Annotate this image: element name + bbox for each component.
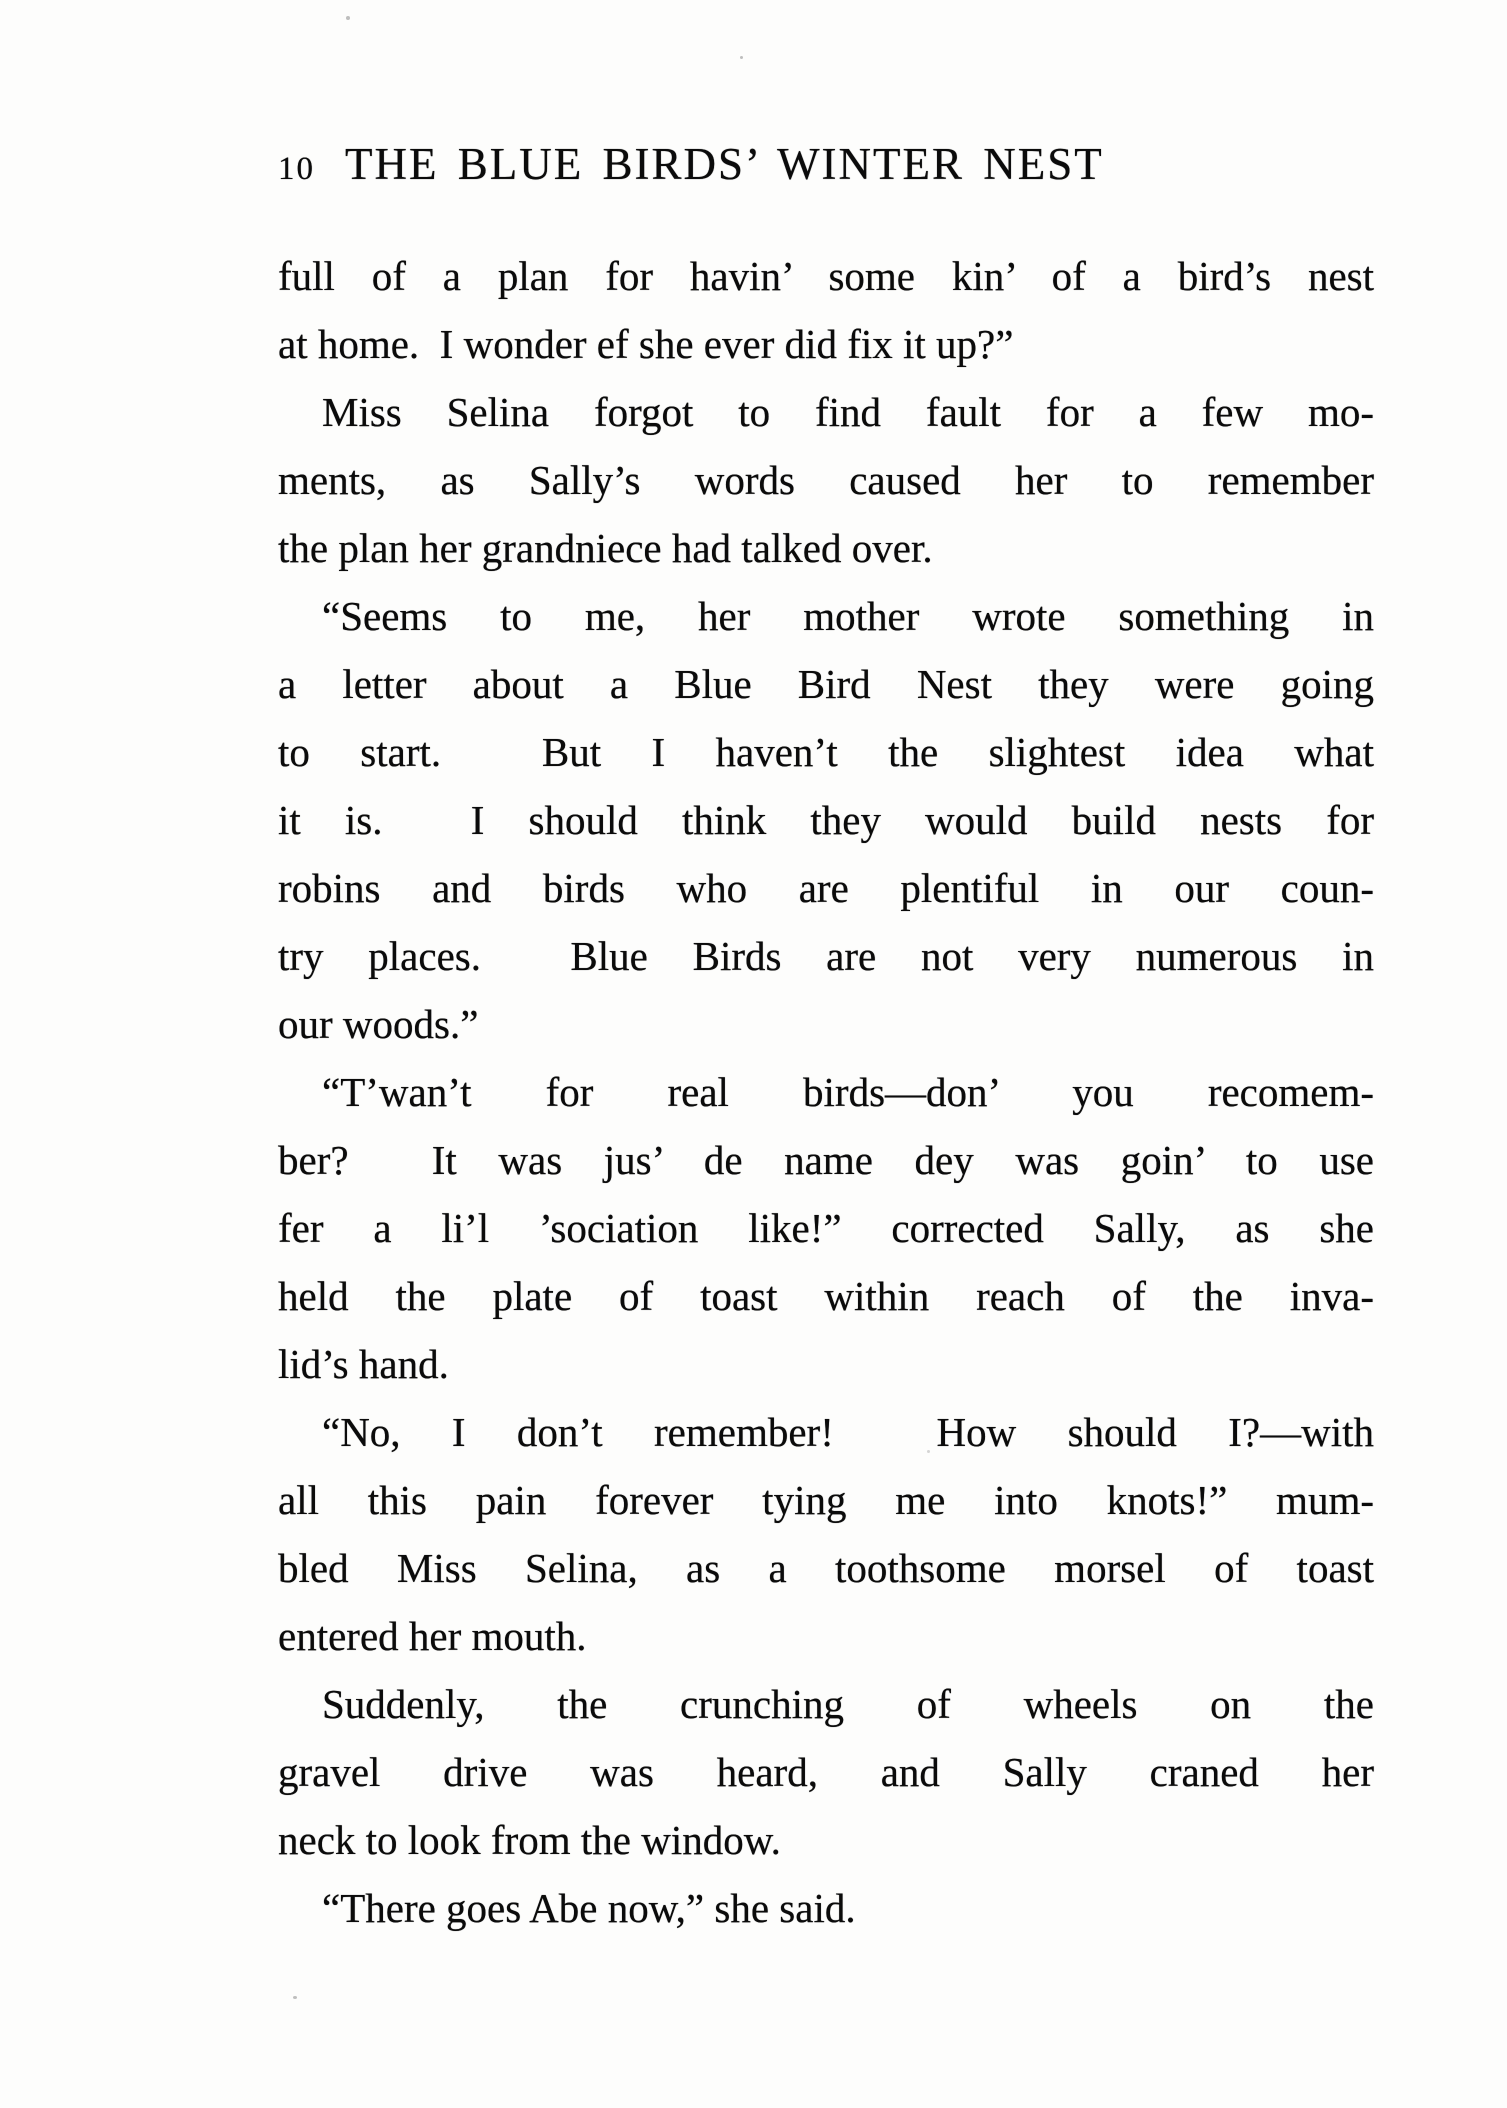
text-line: to start. But I haven’t the slightest idea what — [278, 729, 1374, 775]
page-header — [278, 138, 1374, 190]
scan-speckle — [927, 1450, 930, 1453]
text-line: lid’s hand. — [278, 1341, 449, 1387]
text-line: gravel drive was heard, and Sally craned her — [278, 1749, 1374, 1795]
text-line: our woods.” — [278, 1001, 479, 1047]
text-line: “No, I don’t remember! How should I?—with — [322, 1409, 1374, 1455]
page-number: 10 — [278, 151, 315, 187]
text-line: ments, as Sally’s words caused her to remember — [278, 457, 1374, 503]
text-line: neck to look from the window. — [278, 1817, 781, 1863]
text-line: entered her mouth. — [278, 1613, 587, 1659]
text-line: a letter about a Blue Bird Nest they were going — [278, 661, 1374, 707]
text-line: held the plate of toast within reach of the inva- — [278, 1273, 1374, 1319]
text-line: Miss Selina forgot to find fault for a few mo- — [322, 389, 1374, 435]
text-line: the plan her grandniece had talked over. — [278, 525, 933, 571]
text-line: try places. Blue Birds are not very numerous in — [278, 933, 1374, 979]
text-line: robins and birds who are plentiful in our coun- — [278, 865, 1374, 911]
body-text — [278, 242, 1374, 1942]
text-line: ber? It was jus’ de name dey was goin’ to use — [278, 1137, 1374, 1183]
text-line: “T’wan’t for real birds—don’ you recomem- — [322, 1069, 1374, 1115]
running-title: THE BLUE BIRDS’ WINTER NEST — [345, 139, 1104, 189]
text-line: full of a plan for havin’ some kin’ of a bird’s nest — [278, 253, 1374, 299]
text-line: “There goes Abe now,” she said. — [322, 1885, 856, 1931]
scan-speckle — [740, 56, 743, 59]
text-line: at home. I wonder ef she ever did fix it up?” — [278, 321, 1014, 367]
text-line: “Seems to me, her mother wrote something in — [322, 593, 1374, 639]
scan-speckle — [346, 16, 350, 20]
text-line: Suddenly, the crunching of wheels on the — [322, 1681, 1374, 1727]
text-line: fer a li’l ’sociation like!” corrected Sally, as she — [278, 1205, 1374, 1251]
text-line: all this pain forever tying me into knots!” mum- — [278, 1477, 1374, 1523]
scan-speckle — [293, 1996, 297, 1999]
text-line: bled Miss Selina, as a toothsome morsel of toast — [278, 1545, 1374, 1591]
text-line: it is. I should think they would build nests for — [278, 797, 1374, 843]
